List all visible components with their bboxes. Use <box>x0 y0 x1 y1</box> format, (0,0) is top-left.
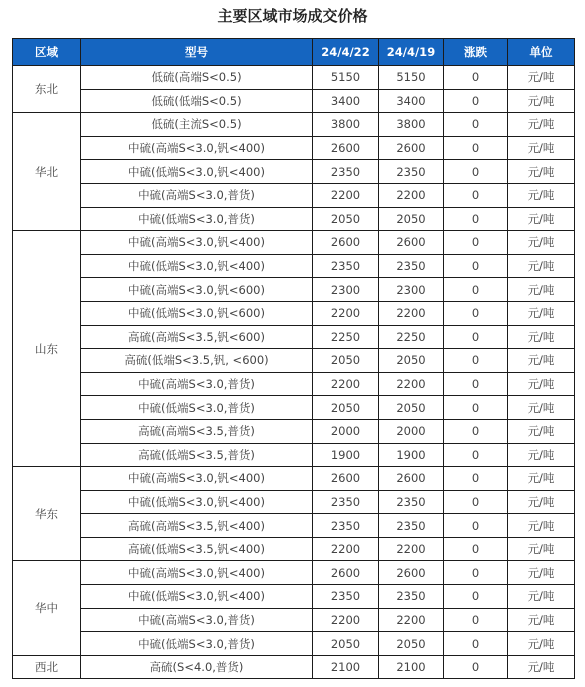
table-row <box>13 514 575 538</box>
table-row <box>13 537 575 561</box>
price-current-cell: 2200 <box>313 183 379 207</box>
unit-cell: 元/吨 <box>508 207 575 231</box>
change-cell: 0 <box>444 396 508 420</box>
model-cell: 中硫(高端S<3.0,普货) <box>81 608 313 632</box>
price-current-cell: 2200 <box>313 372 379 396</box>
table-row <box>13 632 575 656</box>
unit-cell: 元/吨 <box>508 585 575 609</box>
unit-cell: 元/吨 <box>508 89 575 113</box>
model-cell: 中硫(高端S<3.0,钒<400) <box>81 231 313 255</box>
price-previous-cell: 2600 <box>379 561 444 585</box>
model-cell: 高硫(低端S<3.5,钒, <600) <box>81 349 313 373</box>
model-cell: 中硫(高端S<3.0,普货) <box>81 372 313 396</box>
table-row <box>13 561 575 585</box>
price-current-cell: 2600 <box>313 467 379 491</box>
region-cell: 华北 <box>13 113 81 231</box>
unit-cell: 元/吨 <box>508 490 575 514</box>
header-unit: 单位 <box>508 39 575 66</box>
price-current-cell: 2250 <box>313 325 379 349</box>
table-row <box>13 301 575 325</box>
table-row <box>13 66 575 90</box>
table-row <box>13 136 575 160</box>
price-previous-cell: 2600 <box>379 136 444 160</box>
price-current-cell: 2350 <box>313 490 379 514</box>
price-current-cell: 2050 <box>313 632 379 656</box>
change-cell: 0 <box>444 183 508 207</box>
region-cell: 华东 <box>13 467 81 561</box>
price-previous-cell: 2350 <box>379 254 444 278</box>
change-cell: 0 <box>444 632 508 656</box>
price-previous-cell: 2200 <box>379 372 444 396</box>
change-cell: 0 <box>444 89 508 113</box>
table-row <box>13 419 575 443</box>
price-previous-cell: 2600 <box>379 231 444 255</box>
unit-cell: 元/吨 <box>508 136 575 160</box>
model-cell: 中硫(低端S<3.0,普货) <box>81 396 313 420</box>
change-cell: 0 <box>444 490 508 514</box>
price-current-cell: 2350 <box>313 585 379 609</box>
model-cell: 高硫(高端S<3.5,普货) <box>81 419 313 443</box>
price-current-cell: 5150 <box>313 66 379 90</box>
price-previous-cell: 2350 <box>379 490 444 514</box>
model-cell: 高硫(低端S<3.5,钒<400) <box>81 537 313 561</box>
unit-cell: 元/吨 <box>508 608 575 632</box>
model-cell: 中硫(高端S<3.0,普货) <box>81 183 313 207</box>
unit-cell: 元/吨 <box>508 419 575 443</box>
change-cell: 0 <box>444 349 508 373</box>
change-cell: 0 <box>444 537 508 561</box>
table-header-row <box>13 39 575 66</box>
price-current-cell: 2200 <box>313 301 379 325</box>
price-previous-cell: 2200 <box>379 183 444 207</box>
price-previous-cell: 2000 <box>379 419 444 443</box>
model-cell: 高硫(S<4.0,普货) <box>81 655 313 679</box>
price-current-cell: 2050 <box>313 349 379 373</box>
price-previous-cell: 2050 <box>379 207 444 231</box>
table-row <box>13 183 575 207</box>
change-cell: 0 <box>444 301 508 325</box>
model-cell: 中硫(低端S<3.0,钒<400) <box>81 160 313 184</box>
change-cell: 0 <box>444 66 508 90</box>
model-cell: 低硫(主流S<0.5) <box>81 113 313 137</box>
change-cell: 0 <box>444 325 508 349</box>
model-cell: 低硫(高端S<0.5) <box>81 66 313 90</box>
price-current-cell: 2350 <box>313 160 379 184</box>
change-cell: 0 <box>444 372 508 396</box>
price-previous-cell: 2600 <box>379 467 444 491</box>
model-cell: 中硫(低端S<3.0,钒<400) <box>81 490 313 514</box>
change-cell: 0 <box>444 207 508 231</box>
price-previous-cell: 3800 <box>379 113 444 137</box>
price-previous-cell: 1900 <box>379 443 444 467</box>
change-cell: 0 <box>444 419 508 443</box>
price-current-cell: 2350 <box>313 254 379 278</box>
model-cell: 中硫(低端S<3.0,钒<400) <box>81 254 313 278</box>
unit-cell: 元/吨 <box>508 231 575 255</box>
price-current-cell: 1900 <box>313 443 379 467</box>
change-cell: 0 <box>444 278 508 302</box>
change-cell: 0 <box>444 231 508 255</box>
header-model: 型号 <box>81 39 313 66</box>
model-cell: 中硫(高端S<3.0,钒<600) <box>81 278 313 302</box>
table-row <box>13 608 575 632</box>
change-cell: 0 <box>444 467 508 491</box>
price-current-cell: 3400 <box>313 89 379 113</box>
price-current-cell: 3800 <box>313 113 379 137</box>
table-row <box>13 372 575 396</box>
price-previous-cell: 2350 <box>379 585 444 609</box>
table-row <box>13 231 575 255</box>
price-current-cell: 2600 <box>313 561 379 585</box>
price-current-cell: 2350 <box>313 514 379 538</box>
table-row <box>13 325 575 349</box>
price-previous-cell: 2350 <box>379 514 444 538</box>
header-date-current: 24/4/22 <box>313 39 379 66</box>
unit-cell: 元/吨 <box>508 655 575 679</box>
page-title: 主要区域市场成交价格 <box>217 7 368 25</box>
price-current-cell: 2600 <box>313 136 379 160</box>
unit-cell: 元/吨 <box>508 301 575 325</box>
region-cell: 西北 <box>13 655 81 679</box>
table-row <box>13 467 575 491</box>
model-cell: 中硫(低端S<3.0,普货) <box>81 207 313 231</box>
model-cell: 中硫(低端S<3.0,钒<400) <box>81 585 313 609</box>
region-cell: 东北 <box>13 66 81 113</box>
table-row <box>13 207 575 231</box>
price-previous-cell: 2100 <box>379 655 444 679</box>
model-cell: 中硫(低端S<3.0,钒<600) <box>81 301 313 325</box>
model-cell: 中硫(高端S<3.0,钒<400) <box>81 467 313 491</box>
table-row <box>13 254 575 278</box>
change-cell: 0 <box>444 160 508 184</box>
model-cell: 高硫(低端S<3.5,普货) <box>81 443 313 467</box>
change-cell: 0 <box>444 136 508 160</box>
price-table <box>12 38 575 679</box>
header-change: 涨跌 <box>444 39 508 66</box>
unit-cell: 元/吨 <box>508 561 575 585</box>
model-cell: 低硫(低端S<0.5) <box>81 89 313 113</box>
model-cell: 中硫(高端S<3.0,钒<400) <box>81 561 313 585</box>
unit-cell: 元/吨 <box>508 396 575 420</box>
unit-cell: 元/吨 <box>508 325 575 349</box>
model-cell: 高硫(高端S<3.5,钒<400) <box>81 514 313 538</box>
unit-cell: 元/吨 <box>508 113 575 137</box>
table-row <box>13 490 575 514</box>
price-current-cell: 2200 <box>313 537 379 561</box>
table-row <box>13 160 575 184</box>
change-cell: 0 <box>444 655 508 679</box>
price-previous-cell: 3400 <box>379 89 444 113</box>
model-cell: 中硫(高端S<3.0,钒<400) <box>81 136 313 160</box>
unit-cell: 元/吨 <box>508 183 575 207</box>
price-previous-cell: 2200 <box>379 537 444 561</box>
header-date-previous: 24/4/19 <box>379 39 444 66</box>
unit-cell: 元/吨 <box>508 537 575 561</box>
model-cell: 高硫(高端S<3.5,钒<600) <box>81 325 313 349</box>
table-body <box>13 66 575 679</box>
price-current-cell: 2050 <box>313 396 379 420</box>
price-previous-cell: 2200 <box>379 301 444 325</box>
unit-cell: 元/吨 <box>508 632 575 656</box>
unit-cell: 元/吨 <box>508 278 575 302</box>
change-cell: 0 <box>444 585 508 609</box>
price-previous-cell: 2250 <box>379 325 444 349</box>
unit-cell: 元/吨 <box>508 66 575 90</box>
change-cell: 0 <box>444 254 508 278</box>
price-previous-cell: 2200 <box>379 608 444 632</box>
price-previous-cell: 2300 <box>379 278 444 302</box>
change-cell: 0 <box>444 608 508 632</box>
unit-cell: 元/吨 <box>508 467 575 491</box>
unit-cell: 元/吨 <box>508 254 575 278</box>
price-previous-cell: 5150 <box>379 66 444 90</box>
unit-cell: 元/吨 <box>508 514 575 538</box>
price-current-cell: 2050 <box>313 207 379 231</box>
price-previous-cell: 2050 <box>379 396 444 420</box>
table-row <box>13 396 575 420</box>
price-current-cell: 2300 <box>313 278 379 302</box>
price-previous-cell: 2350 <box>379 160 444 184</box>
change-cell: 0 <box>444 113 508 137</box>
unit-cell: 元/吨 <box>508 443 575 467</box>
region-cell: 山东 <box>13 231 81 467</box>
change-cell: 0 <box>444 514 508 538</box>
change-cell: 0 <box>444 561 508 585</box>
region-cell: 华中 <box>13 561 81 655</box>
table-row <box>13 278 575 302</box>
model-cell: 中硫(低端S<3.0,普货) <box>81 632 313 656</box>
price-current-cell: 2600 <box>313 231 379 255</box>
change-cell: 0 <box>444 443 508 467</box>
unit-cell: 元/吨 <box>508 349 575 373</box>
table-row <box>13 349 575 373</box>
table-row <box>13 655 575 679</box>
table-row <box>13 113 575 137</box>
price-current-cell: 2000 <box>313 419 379 443</box>
price-current-cell: 2100 <box>313 655 379 679</box>
table-row <box>13 443 575 467</box>
header-region: 区域 <box>13 39 81 66</box>
table-row <box>13 585 575 609</box>
unit-cell: 元/吨 <box>508 160 575 184</box>
price-current-cell: 2200 <box>313 608 379 632</box>
table-row <box>13 89 575 113</box>
unit-cell: 元/吨 <box>508 372 575 396</box>
price-previous-cell: 2050 <box>379 632 444 656</box>
price-previous-cell: 2050 <box>379 349 444 373</box>
